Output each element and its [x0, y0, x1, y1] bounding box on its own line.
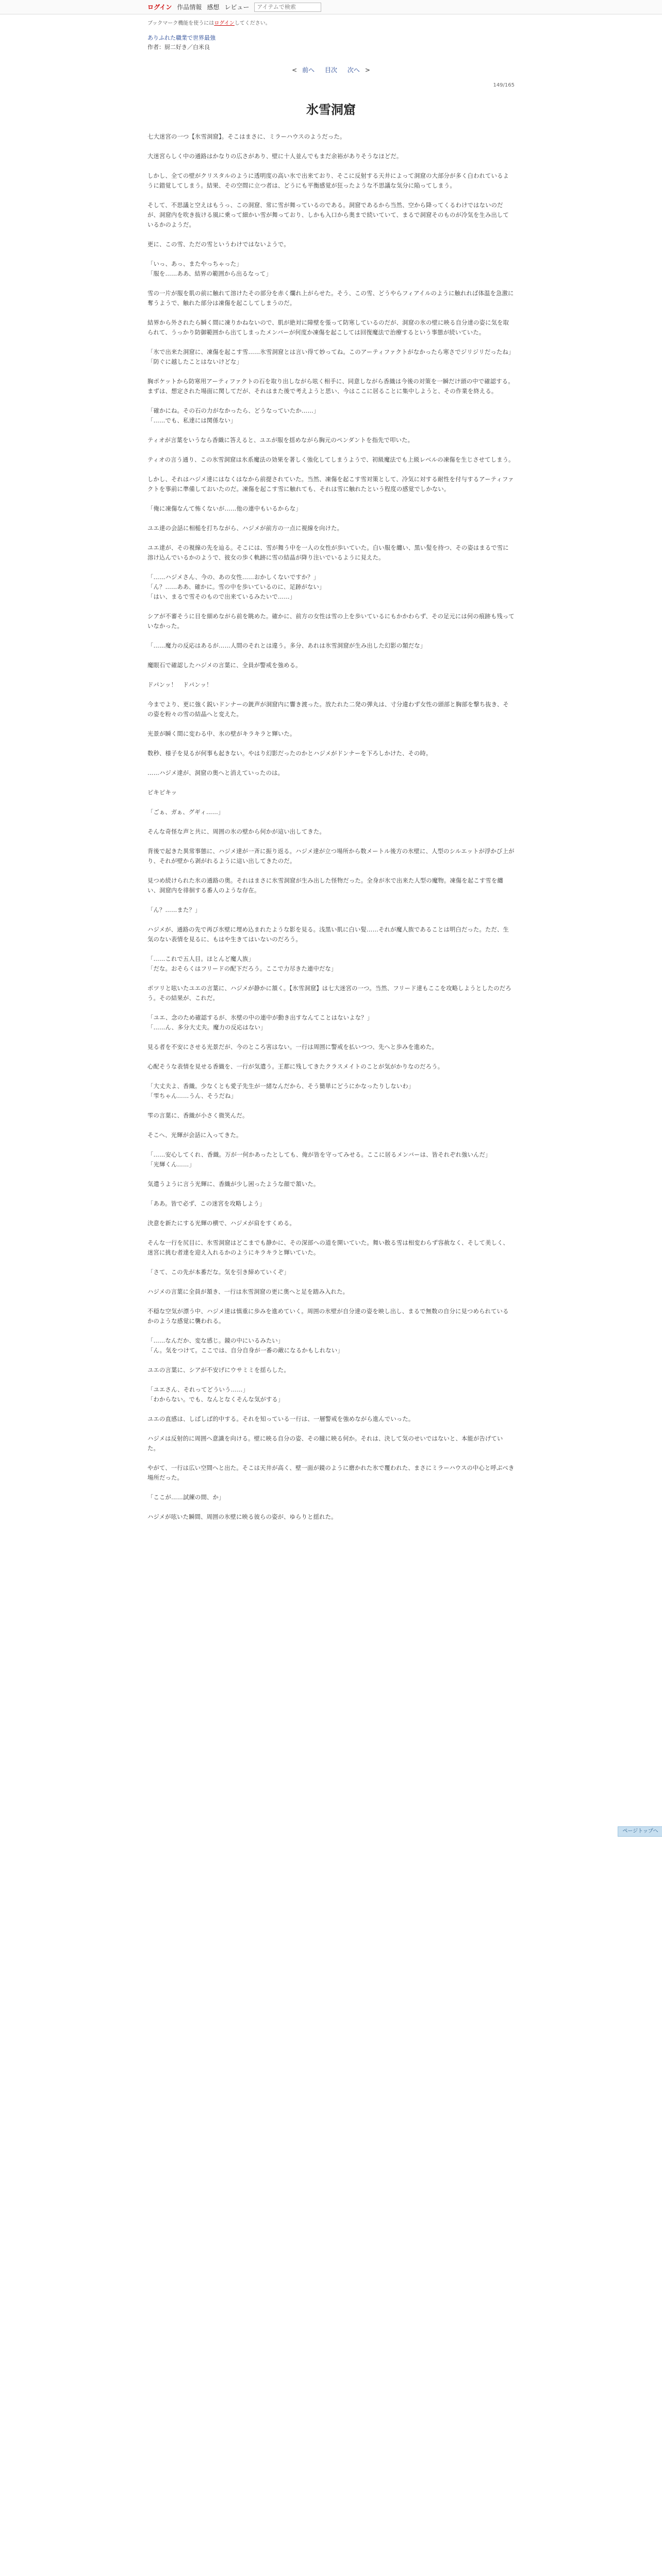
paragraph: 「ここが……試練の間、か」: [147, 1494, 225, 1501]
paragraph: 見る者を不安にさせる光景だが、今のところ害はない。一行は周囲に警戒を払いつつ、先へと歩みを進めた。: [147, 1044, 438, 1050]
paragraph: 七大迷宮の一つ【氷雪洞窟】。そこはまさに、ミラーハウスのようだった。: [147, 133, 346, 140]
notice-login-link[interactable]: ログイン: [214, 21, 235, 26]
paragraph: ハジメが呟いた瞬間、周囲の氷壁に映る彼らの姿が、ゆらりと揺れた。: [147, 1514, 337, 1520]
paragraph: ハジメは反射的に周囲へ意識を向ける。壁に映る自分の姿、その瞳に映る何か。それは、決して気のせいではないと、本能が告げていた。: [147, 1435, 503, 1452]
paragraph-gap: [147, 1209, 515, 1218]
paragraph: 「ユエさん、それってどういう……」: [147, 1386, 249, 1393]
paragraph: 「いっ、あっ、またやっちゃった」: [147, 261, 242, 267]
chapter-title: 氷雪洞窟: [306, 103, 356, 117]
paragraph: 「……魔力の反応はあるが……人間のそれとは違う。多分、あれは氷雪洞窟が生み出した幻影の類だな」: [147, 642, 426, 649]
paragraph: 更に、この雪、ただの雪というわけではないようで。: [147, 241, 290, 248]
paragraph-gap: [147, 1297, 515, 1307]
paragraph-gap: [147, 533, 515, 543]
paragraph-gap: [147, 758, 515, 768]
paragraph-gap: [147, 778, 515, 788]
paragraph: 雫の言葉に、香織が小さく微笑んだ。: [147, 1112, 249, 1119]
paragraph-gap: [147, 230, 515, 240]
paragraph-gap: [147, 915, 515, 925]
paragraph: 魔眼石で確認したハジメの言葉に、全員が警戒を強める。: [147, 662, 302, 669]
paragraph-gap: [147, 1355, 515, 1365]
index-link[interactable]: 目次: [324, 66, 337, 74]
paragraph: そんな一行を尻目に、氷雪洞窟はどこまでも静かに、その深部への道を開いていた。舞い散る雪は相変わらず容赦なく、そして美しく、迷宮に挑む者達を迎え入れるかのようにキラキラと輝いていた。: [147, 1240, 509, 1256]
nav-link-review[interactable]: レビュー: [224, 4, 250, 11]
paragraph: 「ん。気をつけて。ここでは、自分自身が一番の敵になるかもしれない」: [147, 1347, 343, 1354]
search-input[interactable]: [254, 3, 321, 12]
paragraph: ティオの言う通り、この氷雪洞窟は氷系魔法の効果を著しく強化してしまうようで、初級魔法でも上級レベルの凍傷を生じさせてしまう。: [147, 456, 515, 463]
paragraph: 見つめ続けられた氷の通路の奥。それはまさに氷雪洞窟が生み出した怪物だった。全身が氷で出来た人型の魔物。凍傷を起こす雪を纏い、洞窟内を徘徊する番人のような存在。: [147, 877, 503, 894]
paragraph-gap: [147, 396, 515, 406]
novel-container: [147, 19, 515, 1522]
paragraph: 決意を新たにする光輝の横で、ハジメが肩をすくめる。: [147, 1220, 295, 1227]
paragraph-gap: [147, 494, 515, 504]
paragraph: そんな奇怪な声と共に、周囲の氷の壁から何かが這い出してきた。: [147, 828, 325, 835]
paragraph-gap: [147, 1228, 515, 1238]
paragraph-gap: [147, 1277, 515, 1287]
paragraph-gap: [147, 1483, 515, 1493]
paragraph-gap: [147, 651, 515, 660]
paragraph-gap: [147, 1502, 515, 1512]
paragraph: 光景が瞬く間に変わる中、氷の壁がキラキラと輝いた。: [147, 731, 296, 737]
novel-body: [147, 132, 515, 1522]
paragraph: 「……ん、多分大丈夫。魔力の反応はない」: [147, 1024, 267, 1031]
paragraph-gap: [147, 465, 515, 474]
paragraph: 「確かにね。その石の力がなかったら、どうなっていたか……」: [147, 408, 320, 414]
paragraph: 「さて、この先が本番だな。気を引き締めていくぞ」: [147, 1269, 290, 1276]
paragraph: ユエの言葉に、シアが不安げにウサミミを揺らした。: [147, 1367, 290, 1374]
paragraph-gap: [147, 944, 515, 954]
paragraph-gap: [147, 817, 515, 827]
paragraph-gap: [147, 1404, 515, 1414]
paragraph: 不穏な空気が漂う中、ハジメ達は慎重に歩みを進めていく。周囲の氷壁が自分達の姿を映し出し、まるで無数の自分に見つめられているかのような感覚に襲われる。: [147, 1308, 509, 1325]
paragraph: やがて、一行は広い空間へと出た。そこは天井が高く、壁一面が鏡のように磨かれた氷で覆われた、まさにミラーハウスの中心と呼ぶべき場所だった。: [147, 1465, 515, 1481]
paragraph-gap: [147, 1453, 515, 1463]
paragraph: 「雫ちゃん……うん、そうだね」: [147, 1093, 237, 1099]
chapter-pager: [147, 65, 515, 74]
paragraph-gap: [147, 798, 515, 807]
paragraph: ハジメの言葉に全員が頷き、一行は氷雪洞窟の更に奥へと足を踏み入れた。: [147, 1289, 349, 1295]
paragraph: 胸ポケットから防寒用アーティファクトの石を取り出しながら呟く相手に、同意しながら香織は今後の対策を一瞬だけ頭の中で確認する。まずは、想定された場面に関してだが、それはまた後で考えようと思い、今はここに居ることに集中しようと、その作業を終える。: [147, 378, 514, 395]
paragraph: 「防ぐに越したことはないけどな」: [147, 359, 242, 365]
paragraph-gap: [147, 337, 515, 347]
paragraph: ドパンッ！ ドパンッ！: [147, 682, 212, 688]
notice-text-pre: ブックマーク機能を使うには: [147, 21, 214, 26]
nav-link-impressions[interactable]: 感想: [207, 4, 220, 11]
paragraph: しかし、全ての壁がクリスタルのように透明度の高い氷で出来ており、そこに反射する天井によって洞窟の大部分が多く白われているように錯覚してしまう。結果、その空間に立つ者は、どうにも平衡感覚が狂ったような不思議な気分に陥ってしまう。: [147, 173, 509, 189]
paragraph: ……ハジメ達が、洞窟の奥へと消えていったのは。: [147, 770, 284, 776]
paragraph-gap: [147, 563, 515, 572]
paragraph-gap: [147, 866, 515, 876]
paragraph-gap: [147, 1101, 515, 1111]
paragraph: 「……ハジメさん、今の、あの女性……おかしくないですか？」: [147, 574, 320, 581]
chapter-number: 149/165: [493, 82, 515, 88]
paragraph-gap: [147, 1140, 515, 1150]
paragraph-gap: [147, 514, 515, 523]
paragraph: 背後で起きた異常事態に、ハジメ達が一斉に振り返る。ハジメ達が立つ場所から数メートル後方の氷壁に、人型のシルエットが浮かび上がり、それが壁から剥がれるように這い出してきたのだ。: [147, 848, 515, 865]
paragraph-gap: [147, 1189, 515, 1199]
paragraph: 「だな。おそらくはフリードの配下だろう。ここで力尽きた連中だな」: [147, 965, 337, 972]
paragraph: ユエ達の会話に相槌を打ちながら、ハジメが前方の一点に視線を向けた。: [147, 525, 343, 532]
paragraph: 「……でも、私達には関係ない」: [147, 417, 237, 424]
paragraph-gap: [147, 367, 515, 377]
paragraph-gap: [147, 690, 515, 700]
paragraph-gap: [147, 1072, 515, 1081]
series-title-link[interactable]: [147, 33, 515, 42]
paragraph-gap: [147, 1121, 515, 1130]
paragraph: 雪の一片が服を肌の前に触れて溶けたその部分を赤く爛れ上がらせた。そう、この雪、どうやらフィアイルのように触れれば体温を急激に奪うようで、触れた部分は凍傷を起こしてしまうのだ。: [147, 290, 514, 307]
paragraph: 大迷宮らしく中の通路はかなりの広さがあり、壁に十人並んでもまだ余裕がありそうなほどだ。: [147, 153, 403, 160]
next-chapter-link[interactable]: 次へ: [347, 66, 360, 74]
login-link[interactable]: ログイン: [147, 4, 172, 11]
paragraph: ポツリと呟いたユエの言葉に、ハジメが静かに頷く。【氷雪洞窟】は七大迷宮の一つ。当然、フリード達もここを攻略しようとしたのだろう。その結果が、これだ。: [147, 985, 511, 1002]
paragraph-gap: [147, 631, 515, 641]
paragraph: ユエ達が、その視線の先を辿る。そこには、雪が舞う中を一人の女性が歩いていた。白い服を纏い、黒い髪を持つ、その姿はまるで雪に溶け込んでいるかのようで、彼女の歩く軌跡に雪の結晶が降り注いでいるように見えた。: [147, 545, 509, 561]
notice-text-post: してください。: [234, 21, 271, 26]
paragraph-gap: [147, 895, 515, 905]
paragraph-gap: [147, 1052, 515, 1062]
paragraph-gap: [147, 308, 515, 318]
paragraph-gap: [147, 1424, 515, 1434]
paragraph-gap: [147, 1258, 515, 1267]
paragraph: 「ユエ、念のため確認するが、氷壁の中の連中が動き出すなんてことはないよな？」: [147, 1014, 373, 1021]
top-nav-bar: [0, 0, 662, 14]
paragraph-gap: [147, 1170, 515, 1179]
paragraph-gap: [147, 719, 515, 729]
paragraph-gap: [147, 191, 515, 200]
paragraph: 心配そうな表情を見せる香織を、一行が気遣う。王都に残してきたクラスメイトのことが気がかりなのだろう。: [147, 1063, 444, 1070]
paragraph-gap: [147, 445, 515, 455]
paragraph: 「ん？……ああ、確かに。雪の中を歩いているのに、足跡がない」: [147, 584, 325, 590]
paragraph-gap: [147, 974, 515, 984]
prev-chapter-link[interactable]: 前へ: [302, 66, 315, 74]
paragraph: そこへ、光輝が会話に入ってきた。: [147, 1132, 242, 1139]
paragraph: ティオが言葉をいうなら香織に答えると、ユエが服を揺めながら胸元のペンダントを指先で叩いた。: [147, 437, 414, 444]
paragraph: 「ん？……また？」: [147, 907, 201, 913]
paragraph: 「氷で出来た洞窟に、凍傷を起こす雪……氷雪洞窟とは言い得て妙ってね。このアーティファクトがなかったら寒さでジリジリだったね」: [147, 349, 515, 355]
paragraph: シアが不審そうに目を細めながら前を眺めた。確かに、前方の女性は雪の上を歩いているにもかかわらず、その足元には何の痕跡も残っていなかった。: [147, 613, 515, 630]
paragraph: ピキピキッ: [147, 789, 177, 796]
paragraph: 気遣うように言う光輝に、香織が少し困ったような顔で頷いた。: [147, 1181, 320, 1188]
paragraph-gap: [147, 1003, 515, 1013]
next-arrow-icon: >: [365, 66, 370, 74]
page-top-button[interactable]: ページトップへ: [618, 1826, 662, 1837]
paragraph-gap: [147, 142, 515, 151]
paragraph-gap: [147, 1375, 515, 1385]
bookmark-notice: [147, 19, 515, 26]
paragraph: 「ごぁ、ガぁ、グギィ……」: [147, 809, 224, 816]
series-title[interactable]: ありふれた職業で世界最強: [147, 35, 216, 41]
paragraph: 「ああ。皆で必ず、この迷宮を攻略しよう」: [147, 1200, 266, 1207]
paragraph: ハジメが、通路の先で再び氷壁に埋め込まれたような影を見る。浅黒い肌に白い髪……それが魔人族であることは明白だった。ただ、生気のない表情を見るに、もはや生きてはいないのだろう。: [147, 926, 509, 943]
paragraph-gap: [147, 161, 515, 171]
paragraph-gap: [147, 1032, 515, 1042]
paragraph-gap: [147, 279, 515, 289]
paragraph: そして、不思議と空えはもうっ、この洞窟、常に雪が舞っているのである。洞窟であるから当然、空から降ってくるわけではないのだが、洞窟内を吹き抜ける風に乗って細かい雪が舞っており、しかも入口から奥まで続いていて、まるで洞窟そのものが冷気を生み出しているかのようだ。: [147, 202, 509, 228]
paragraph: 「わからない。でも、なんとなくそんな気がする」: [147, 1396, 284, 1403]
paragraph-gap: [147, 1326, 515, 1336]
paragraph-gap: [147, 249, 515, 259]
author-name: 作者：厨二好き／白米良: [147, 44, 210, 50]
nav-link-info[interactable]: 作品情報: [177, 4, 202, 11]
paragraph: 「……なんだか、変な感じ。鏡の中にいるみたい」: [147, 1337, 284, 1344]
paragraph-gap: [147, 426, 515, 435]
paragraph: 数秒、様子を見るが何事も起きない。やはり幻影だったのかとハジメがドンナーを下ろしかけた、その時。: [147, 750, 432, 757]
paragraph: 「光輝くん……」: [147, 1161, 195, 1168]
paragraph: 「……安心してくれ、香織。万が一何かあったとしても、俺が皆を守ってみせる。ここに居るメンバーは、皆それぞれ強いんだ」: [147, 1151, 491, 1158]
paragraph-gap: [147, 739, 515, 749]
paragraph-gap: [147, 670, 515, 680]
paragraph: 結界から外されたら瞬く間に凍りかねないので、肌が絶対に障壁を張って防寒しているのだが、洞窟の氷の壁に映る自分達の姿に気を取られて、うっかり防御範囲から出てしまったメンバーが何度か凍傷を起こしては回復魔法で治療するという事態が続いていた。: [147, 319, 509, 336]
prev-arrow-icon: <: [292, 66, 297, 74]
paragraph: 今までより、更に強く鋭いドンナーの銃声が洞窟内に響き渡った。放たれた二発の弾丸は、寸分違わず女性の頭部と胸部を撃ち抜き、その姿を粉々の雪の結晶へと変えた。: [147, 701, 509, 718]
paragraph-gap: [147, 837, 515, 846]
paragraph: 「大丈夫よ、香織。少なくとも愛子先生が一緒なんだから、そう簡単にどうにかなったりしないわ」: [147, 1083, 415, 1090]
paragraph: 「はい、まるで雪そのもので出来ているみたいで……」: [147, 594, 296, 600]
paragraph: ユエの直感は、しばしば的中する。それを知っている一行は、一層警戒を強めながら進んでいった。: [147, 1416, 415, 1422]
paragraph: しかし、それはハジメ達にはなくはなから前提されていた。当然、凍傷を起こす雪対策として、冷気に対する耐性を付与するアーティファクトを事前に準備しておいたのだ。凍傷を起こす雪に触れても、それは雪に触れたという程度の感覚でしかない。: [147, 476, 514, 493]
paragraph: 「服を……ああ、結界の範囲から出るなって」: [147, 270, 272, 277]
paragraph-gap: [147, 602, 515, 612]
paragraph: 「俺に凍傷なんて怖くないが……他の連中もいるからな」: [147, 505, 302, 512]
paragraph: 「……これで五人目。ほとんど魔人族」: [147, 956, 254, 962]
